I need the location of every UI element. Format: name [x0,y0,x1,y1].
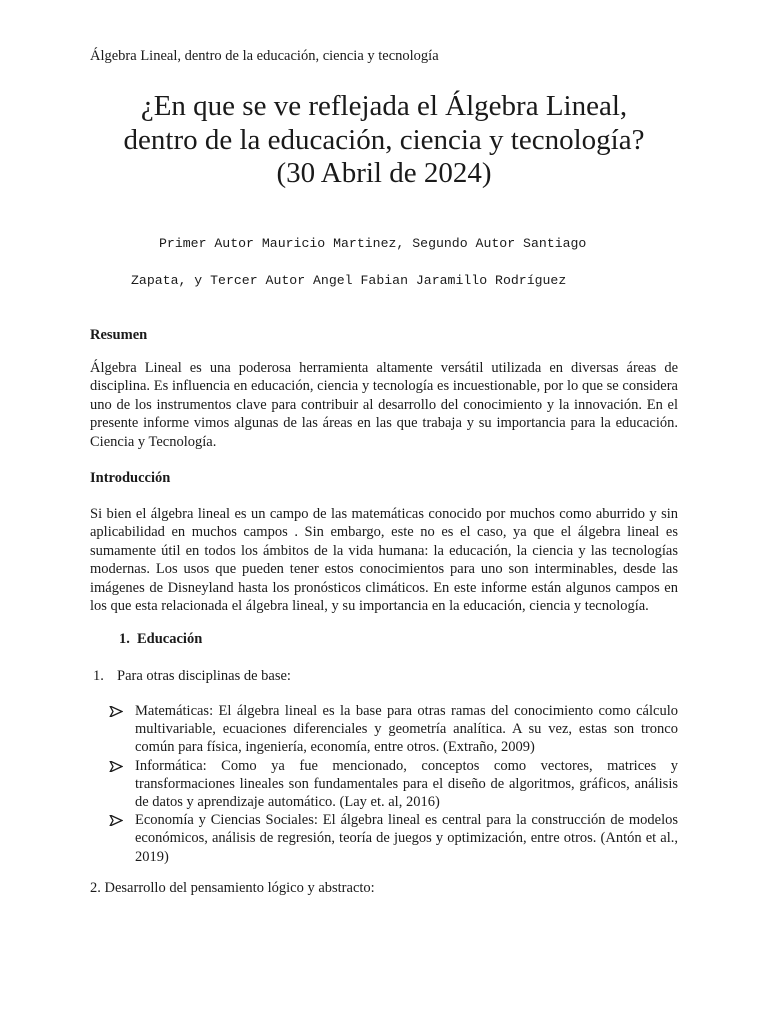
bullet-item-informatica [107,757,678,812]
list-item-1-number: 1. [93,668,104,684]
bullet-text: Matemáticas: El álgebra lineal es la base para otras ramas del conocimiento como cálculo multivariable, ecuaciones diferenciales y geometría analítica. A su vez, estas son tronco común para física, ingeniería, economía, entre otros. (Extraño, 2009) [135,703,678,756]
title-line-2: dentro de la educación, ciencia y tecnología? [123,123,645,156]
bullet-item-matematicas [107,702,678,757]
bullet-text: Informática: Como ya fue mencionado, conceptos como vectores, matrices y transformaciones lineales son fundamentales para el diseño de algoritmos, gráficos, análisis de datos y aprendizaje automático. (Lay et. al, 2016) [135,757,678,811]
resumen-paragraph: Álgebra Lineal es una poderosa herramienta altamente versátil utilizada en diversas áreas de disciplina. Es influencia en educación, ciencia y tecnología es incuestionable, por lo que se considera uno de los instrumentos clave para contribuir al desarrollo del conocimiento y la innovación. En el presente informe vimos algunas de las áreas en las que trabaja y su importancia para la educación. Ciencia y Tecnología. [90,360,678,450]
title-line-1: ¿En que se ve reflejada el Álgebra Lineal, [140,90,628,122]
bullet-item-economia [107,811,678,866]
bullet-text: Economía y Ciencias Sociales: El álgebra lineal es central para la construcción de modelos económicos, análisis de regresión, teoría de juegos y optimización, entre otros. (Antón et al., 2019) [135,812,678,865]
introduccion-heading: Introducción [90,470,171,486]
list-item-1 [93,668,291,685]
section-1-number: 1. [119,631,130,647]
document-title [60,90,708,191]
section-1-heading [119,631,202,648]
running-header: Álgebra Lineal, dentro de la educación, ciencia y tecnología [90,48,439,64]
resumen-heading: Resumen [90,327,148,343]
list-item-1-text: Para otras disciplinas de base: [117,668,291,684]
list-item-2: 2. Desarrollo del pensamiento lógico y abstracto: [90,880,375,896]
authors-line-1: Primer Autor Mauricio Martinez, Segundo Autor Santiago [159,236,587,251]
section-1-title: Educación [137,631,203,647]
arrowhead-bullet-icon [109,706,123,717]
authors-line-2: Zapata, y Tercer Autor Angel Fabian Jaramillo Rodríguez [131,273,567,288]
arrowhead-bullet-icon [109,815,123,826]
title-date: (30 Abril de 2024) [276,157,492,189]
arrowhead-bullet-icon [109,761,123,772]
introduccion-paragraph: Si bien el álgebra lineal es un campo de las matemáticas conocido por muchos como aburrido y sin aplicabilidad en muchos campos . Sin embargo, este no es el caso, ya que el álgebra lineal es sumamente útil en todos los ámbitos de la vida humana: la educación, la ciencia y las tecnologías modernas. Los usos que pueden tener estos conocimientos para uno son interminables, desde las imágenes de Disneyland hasta los pronósticos climáticos. En este informe están algunos campos en los que esta relacionada el álgebra lineal, y su importancia en la educación, ciencia y tecnología. [90,506,678,615]
bullet-list [107,702,678,866]
